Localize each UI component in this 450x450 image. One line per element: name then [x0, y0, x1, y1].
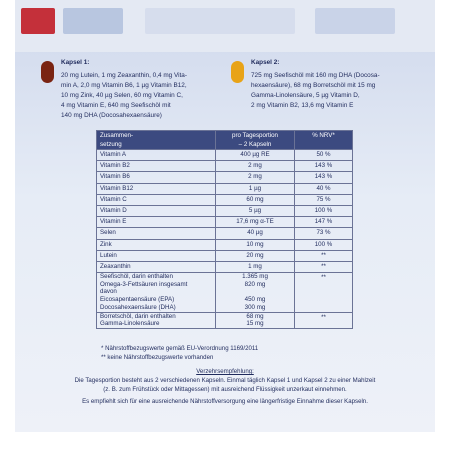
row-name: Vitamin E [97, 217, 216, 228]
usage-line: (z. B. zum Frühstück oder Mittagessen) mit ausreichend Flüssigkeit unzerkaut einnehmen. [103, 386, 347, 393]
row-name: Vitamin B2 [97, 161, 216, 172]
table-row [97, 228, 353, 239]
row-value: 60 mg [216, 194, 295, 205]
pack-image-blue [63, 8, 123, 34]
capsule-1-title: Kapsel 1: [61, 59, 90, 66]
row-name: Seefischöl, darin enthalten Omega-3-Fettsäuren insgesamt davon Eicosapentaensäure (EPA) Docosahexaensäure (DHA) [97, 273, 216, 313]
row-nrv: 75 % [295, 194, 353, 205]
row-name: Vitamin D [97, 205, 216, 216]
table-row [97, 183, 353, 194]
row-nrv: ** [295, 261, 353, 272]
capsule-1-icon [41, 61, 54, 83]
row-value: 10 mg [216, 239, 295, 250]
row-name: Vitamin B6 [97, 172, 216, 183]
table-row [97, 161, 353, 172]
row-name: Zeaxanthin [97, 261, 216, 272]
row-value: 1.365 mg 820 mg 450 mg 300 mg [216, 273, 295, 313]
capsule-1-line: 10 mg Zink, 40 µg Selen, 60 mg Vitamin C, [61, 92, 183, 99]
row-nrv: 40 % [295, 183, 353, 194]
row-nrv: 100 % [295, 205, 353, 216]
capsule-1-line: 140 mg DHA (Docosahexaensäure) [61, 112, 162, 119]
table-row [97, 194, 353, 205]
row-name: Vitamin C [97, 194, 216, 205]
row-nrv: 143 % [295, 161, 353, 172]
capsule-2-icon [231, 61, 244, 83]
row-nrv: ** [295, 312, 353, 328]
row-value: 40 µg [216, 228, 295, 239]
row-name: Vitamin B12 [97, 183, 216, 194]
table-row [97, 312, 353, 328]
footnote-no-nrv: ** keine Nährstoffbezugswerte vorhanden [101, 354, 214, 361]
table-row [97, 273, 353, 313]
row-name: Selen [97, 228, 216, 239]
capsule-2-line: 2 mg Vitamin B2, 13,6 mg Vitamin E [251, 102, 354, 109]
header-nrv: % NRV* [295, 131, 353, 150]
row-name: Borretschöl, darin enthalten Gamma-Linolensäure [97, 312, 216, 328]
usage-title: Verzehrsempfehlung: [196, 368, 254, 375]
table-row [97, 205, 353, 216]
row-nrv: 100 % [295, 239, 353, 250]
row-value: 68 mg 15 mg [216, 312, 295, 328]
row-value: 2 mg [216, 161, 295, 172]
table-header-row [97, 131, 353, 150]
row-name: Lutein [97, 250, 216, 261]
footnote-nrv: * Nährstoffbezugswerte gemäß EU-Verordnung 1169/2011 [101, 345, 259, 352]
nutrition-table [96, 130, 353, 329]
row-value: 2 mg [216, 172, 295, 183]
table-row [97, 217, 353, 228]
row-nrv: 143 % [295, 172, 353, 183]
row-value: 20 mg [216, 250, 295, 261]
table-row [97, 239, 353, 250]
usage-line: Die Tagesportion besteht aus 2 verschiedenen Kapseln. Einmal täglich Kapsel 1 und Kapsel 2 zu einer Mahlzeit [74, 377, 376, 384]
row-nrv: ** [295, 250, 353, 261]
capsule-2-line: hexaensäure), 68 mg Borretschöl mit 15 mg [251, 82, 376, 89]
row-nrv: 50 % [295, 150, 353, 161]
row-name: Vitamin A [97, 150, 216, 161]
table-row [97, 261, 353, 272]
header-composition: Zusammen- setzung [97, 131, 216, 150]
row-value: 17,6 mg α-TE [216, 217, 295, 228]
row-value: 1 µg [216, 183, 295, 194]
product-box-back [15, 0, 435, 432]
capsule-1-line: min A, 2,0 mg Vitamin B6, 1 µg Vitamin B12, [61, 82, 187, 89]
pack-image-red [21, 8, 55, 34]
table-row [97, 250, 353, 261]
capsule-1-line: 4 mg Vitamin E, 640 mg Seefischöl mit [61, 102, 171, 109]
capsule-2-line: Gamma-Linolensäure, 5 µg Vitamin D, [251, 92, 360, 99]
usage-line: Es empfiehlt sich für eine ausreichende Nährstoffversorgung eine längerfristige Einnahme dieser Kapseln. [82, 398, 368, 405]
capsule-2-line: 725 mg Seefischöl mit 160 mg DHA (Docosa- [251, 72, 380, 79]
capsule-1-line: 20 mg Lutein, 1 mg Zeaxanthin, 0,4 mg Vita- [61, 72, 187, 79]
table-row [97, 150, 353, 161]
row-value: 5 µg [216, 205, 295, 216]
header-per-portion: pro Tagesportion – 2 Kapseln [216, 131, 295, 150]
capsule-2-title: Kapsel 2: [251, 59, 280, 66]
row-name: Zink [97, 239, 216, 250]
pack-image-gray [315, 8, 395, 34]
row-nrv: ** [295, 273, 353, 313]
row-value: 1 mg [216, 261, 295, 272]
top-packaging-strip [15, 0, 435, 52]
row-nrv: 147 % [295, 217, 353, 228]
pack-image-light [145, 8, 295, 34]
row-value: 400 µg RE [216, 150, 295, 161]
row-nrv: 73 % [295, 228, 353, 239]
table-row [97, 172, 353, 183]
